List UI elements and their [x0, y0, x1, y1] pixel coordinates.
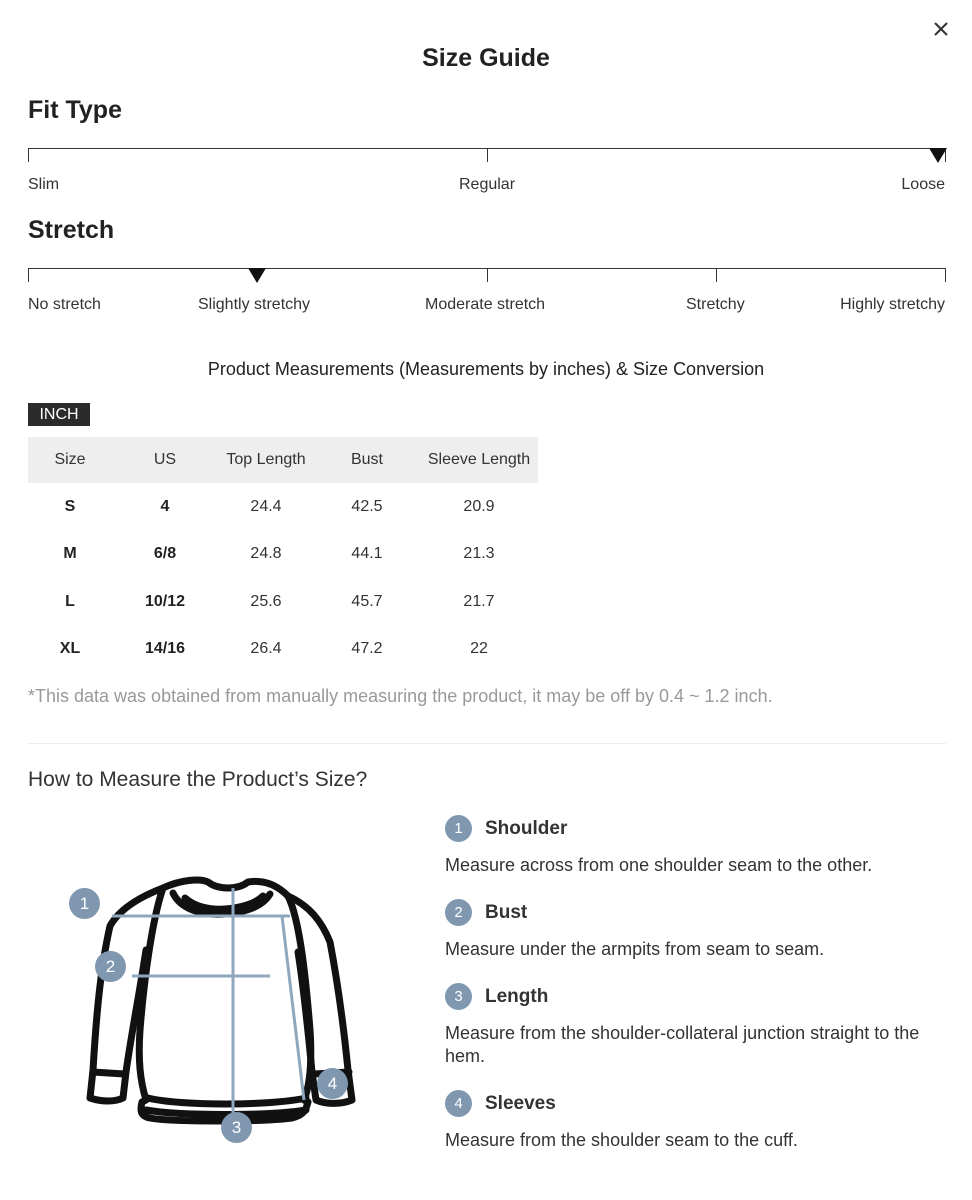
fit-type-option-regular: Regular: [459, 176, 516, 193]
diagram-badge-shoulder: 1: [69, 888, 100, 919]
cell-size: XL: [59, 640, 81, 658]
diagram-badge-bust: 2: [95, 951, 126, 982]
cell-top-length: 26.4: [250, 640, 282, 658]
stretch-option-slightly-stretchy: Slightly stretchy: [198, 296, 311, 313]
cell-us: 4: [160, 497, 170, 515]
section-divider: [28, 743, 946, 744]
item-desc-sleeves: Measure from the shoulder seam to the cuff.: [445, 1130, 798, 1150]
cell-sleeve-length: 22: [470, 640, 488, 658]
size-table: [28, 437, 538, 673]
fit-type-option-slim: Slim: [28, 176, 60, 193]
item-title-length: Length: [485, 986, 549, 1007]
cell-top-length: 25.6: [250, 592, 282, 610]
cell-bust: 45.7: [351, 592, 383, 610]
cell-bust: 42.5: [351, 497, 383, 515]
unit-tab-inch[interactable]: INCH: [28, 403, 90, 426]
stretch-option-stretchy: Stretchy: [686, 296, 745, 313]
diagram-badge-sleeves: 4: [317, 1068, 348, 1099]
cell-bust: 47.2: [351, 640, 383, 658]
cell-sleeve-length: 21.7: [463, 592, 495, 610]
cell-size: S: [64, 497, 76, 515]
measurement-disclaimer: *This data was obtained from manually measuring the product, it may be off by 0.4 ~ 1.2 inch.: [28, 686, 773, 706]
cell-bust: 44.1: [351, 545, 383, 563]
stretch-option-highly-stretchy: Highly stretchy: [840, 296, 945, 313]
cell-top-length: 24.8: [250, 545, 282, 563]
stretch-title: Stretch: [28, 216, 115, 244]
sweater-illustration: [60, 860, 360, 1160]
item-badge-sleeves: 4: [445, 1090, 472, 1117]
cell-size: L: [65, 592, 75, 610]
page-title: Size Guide: [422, 44, 550, 72]
item-desc-length: Measure from the shoulder-collateral junction straight to the hem.: [445, 1023, 920, 1066]
cell-top-length: 24.4: [250, 497, 282, 515]
item-title-shoulder: Shoulder: [485, 818, 568, 839]
stretch-marker: [248, 268, 266, 283]
item-badge-bust: 2: [445, 899, 472, 926]
column-header-size: Size: [28, 437, 112, 483]
cell-us: 14/16: [144, 640, 186, 658]
column-header-top-length: Top Length: [218, 437, 314, 483]
cell-us: 10/12: [144, 592, 186, 610]
item-desc-shoulder: Measure across from one shoulder seam to the other.: [445, 855, 873, 875]
close-button[interactable]: [926, 14, 956, 44]
item-title-bust: Bust: [485, 902, 528, 923]
column-header-us: US: [112, 437, 218, 483]
table-row: [28, 578, 538, 626]
cell-size: M: [63, 545, 77, 563]
table-row: [28, 531, 538, 579]
diagram-badge-length: 3: [221, 1112, 252, 1143]
measurements-heading: Product Measurements (Measurements by inches) & Size Conversion: [207, 359, 765, 379]
sweater-hem: [148, 1098, 306, 1104]
item-title-sleeves: Sleeves: [485, 1093, 556, 1114]
cell-us: 6/8: [153, 545, 177, 563]
column-header-bust: Bust: [314, 437, 420, 483]
cell-sleeve-length: 21.3: [463, 545, 495, 563]
table-header-row: [28, 437, 538, 483]
stretch-option-no-stretch: No stretch: [28, 296, 101, 313]
column-header-sleeve-length: Sleeve Length: [420, 437, 538, 483]
fit-type-option-loose: Loose: [901, 176, 945, 193]
table-row: [28, 483, 538, 531]
item-desc-bust: Measure under the armpits from seam to seam.: [445, 939, 825, 959]
item-badge-length: 3: [445, 983, 472, 1010]
close-icon: [926, 14, 956, 44]
item-badge-shoulder: 1: [445, 815, 472, 842]
fit-type-marker: [929, 148, 947, 163]
table-row: [28, 626, 538, 674]
how-to-measure-title: How to Measure the Product’s Size?: [28, 768, 368, 791]
stretch-option-moderate-stretch: Moderate stretch: [425, 296, 546, 313]
fit-type-title: Fit Type: [28, 96, 122, 124]
cell-sleeve-length: 20.9: [463, 497, 495, 515]
